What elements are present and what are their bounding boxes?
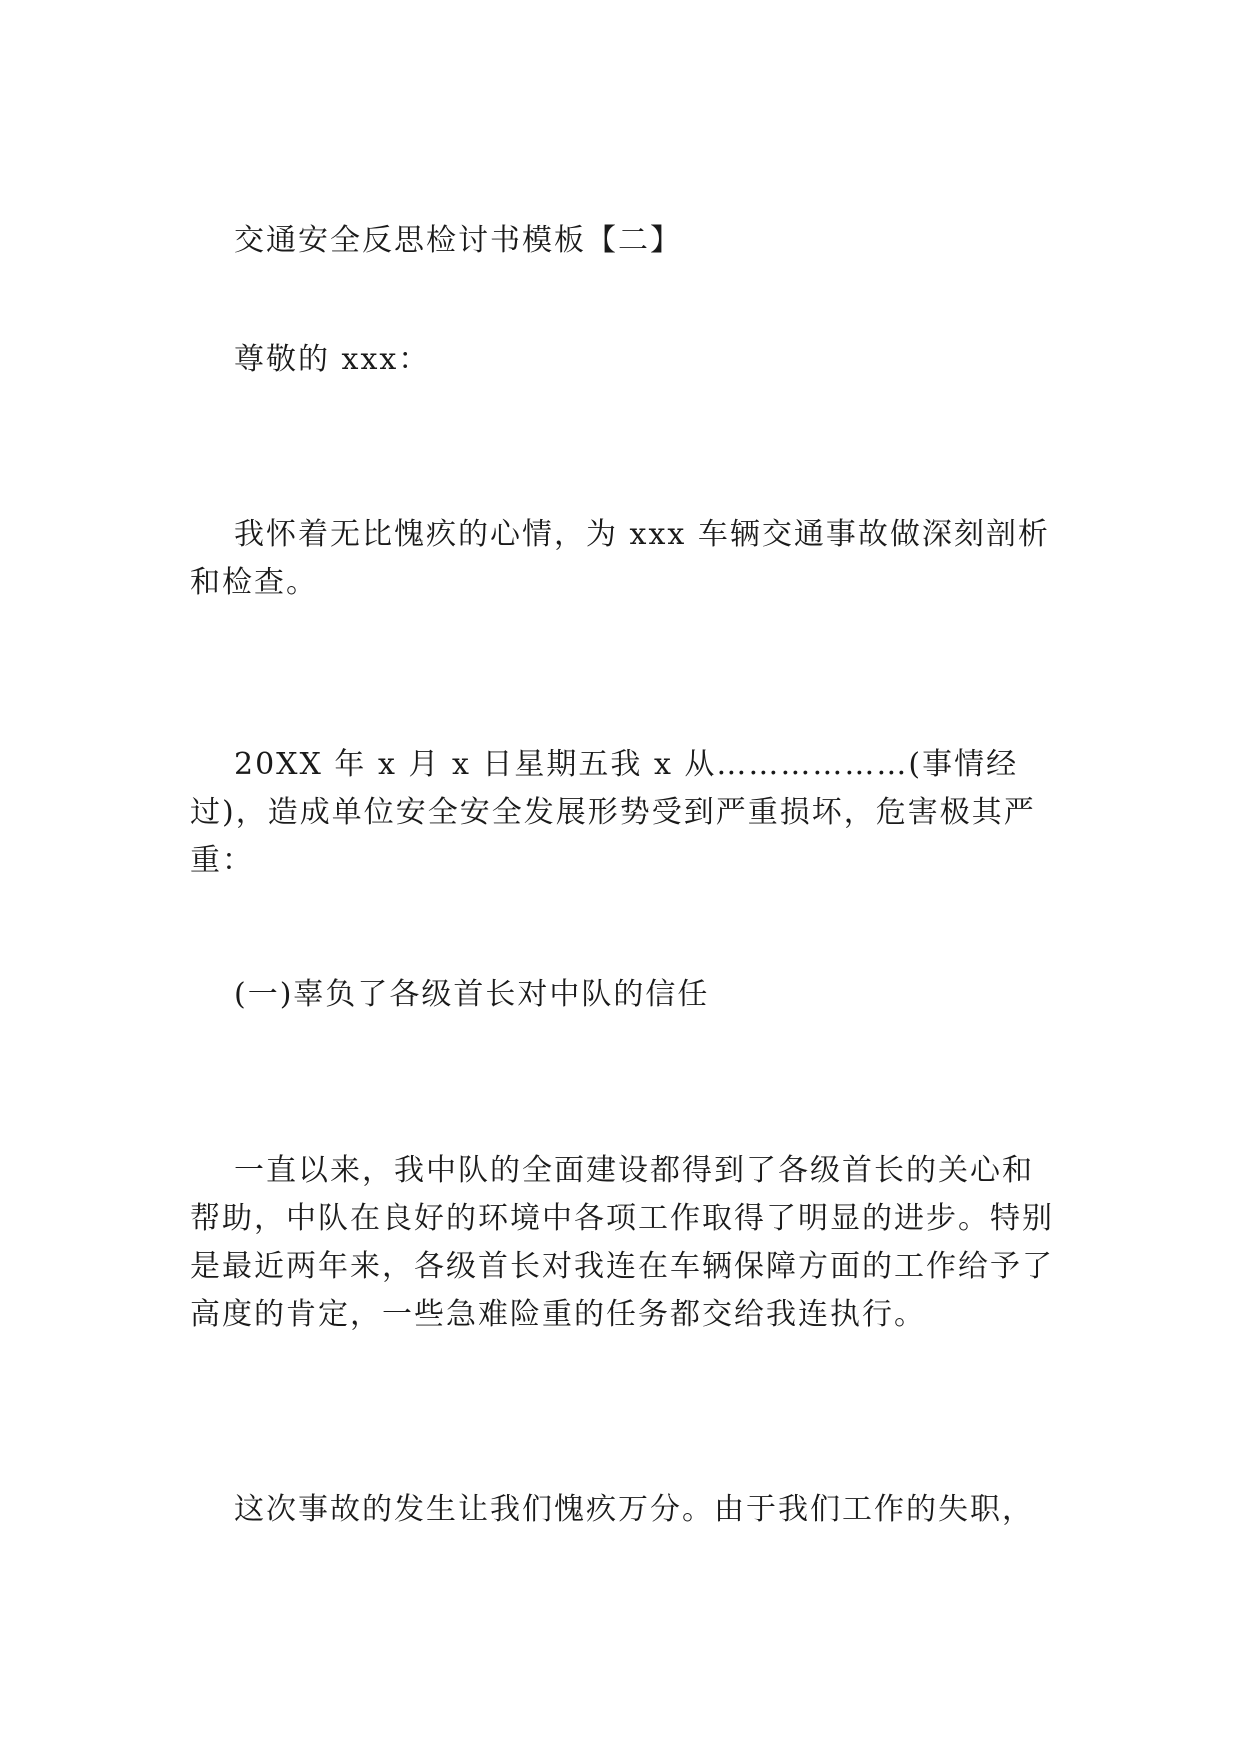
paragraph: 20XX 年 x 月 x 日星期五我 x 从………………(事情经过)，造成单位安全安全发展形势受到严重损坏，危害极其严重：: [190, 747, 1036, 878]
paragraph: 我怀着无比愧疚的心情，为 xxx 车辆交通事故做深刻剖析和检查。: [190, 517, 1050, 600]
paragraph: 一直以来，我中队的全面建设都得到了各级首长的关心和帮助，中队在良好的环境中各项工作取得了明显的进步。特别是最近两年来，各级首长对我连在车辆保障方面的工作给予了高度的肯定，一些急难险重的任务都交给我连执行。: [190, 1153, 1054, 1332]
salutation: 尊敬的 xxx：: [234, 342, 431, 377]
paragraph: 这次事故的发生让我们愧疚万分。由于我们工作的失职，: [234, 1492, 1034, 1527]
section-heading: (一)辜负了各级首长对中队的信任: [234, 977, 710, 1012]
document-title: 交通安全反思检讨书模板【二】: [234, 223, 682, 258]
